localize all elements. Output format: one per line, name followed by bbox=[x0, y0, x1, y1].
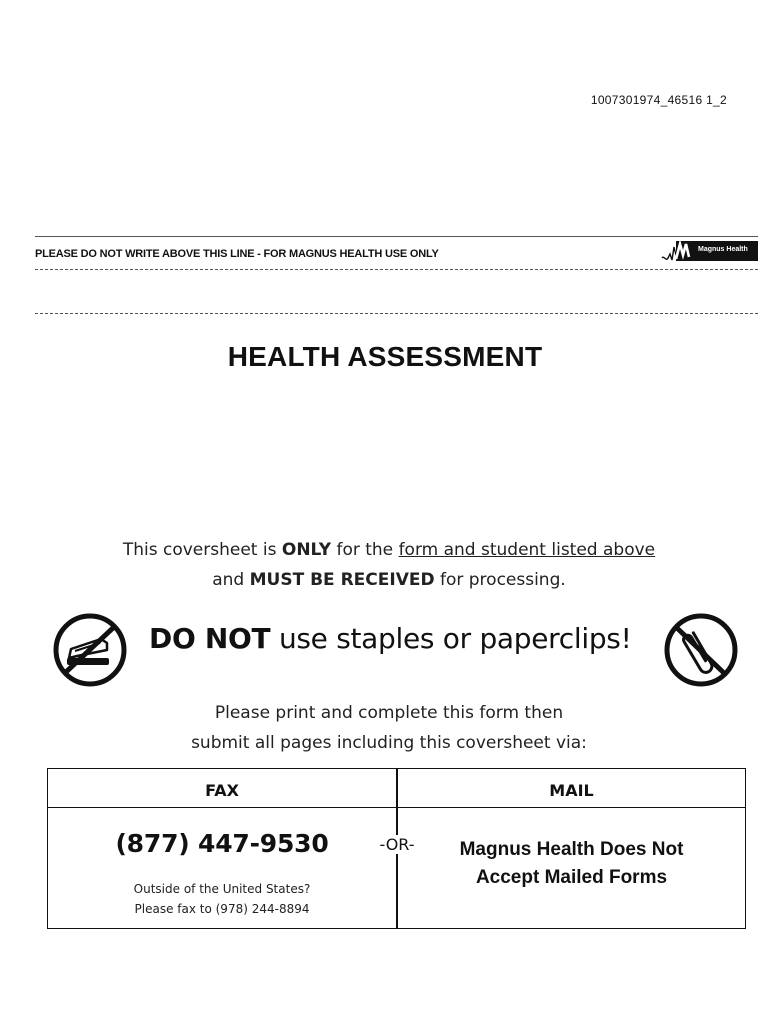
mail-header: MAIL bbox=[549, 781, 594, 800]
document-id: 1007301974_46516 1_2 bbox=[590, 93, 727, 107]
page-title: HEALTH ASSESSMENT bbox=[227, 341, 543, 372]
dashed-separator bbox=[35, 313, 758, 314]
header-band bbox=[35, 236, 758, 270]
fax-number: (877) 447-9530 bbox=[115, 829, 329, 858]
notice-line-2: and MUST BE RECEIVED for processing. bbox=[212, 570, 566, 590]
fax-header: FAX bbox=[205, 781, 239, 800]
staples-warning: DO NOT use staples or paperclips! bbox=[149, 622, 632, 655]
coversheet-notice bbox=[0, 535, 770, 595]
mail-notice: Magnus Health Does Not Accept Mailed Forms bbox=[459, 839, 684, 888]
header-notice: PLEASE DO NOT WRITE ABOVE THIS LINE - FOR MAGNUS HEALTH USE ONLY bbox=[35, 248, 439, 260]
instructions-line-1: Please print and complete this form then bbox=[214, 703, 564, 723]
instructions-line-2: submit all pages including this coversheet via: bbox=[191, 733, 587, 753]
international-fax-note: Outside of the United States? Please fax to (978) 244-8894 bbox=[133, 882, 311, 916]
logo-text: Magnus Health bbox=[698, 246, 748, 253]
submission-methods-table bbox=[47, 768, 746, 929]
logo-m-icon bbox=[661, 241, 697, 265]
notice-line-1: This coversheet is ONLY for the form and student listed above bbox=[122, 540, 656, 560]
no-paperclips-icon bbox=[661, 612, 741, 688]
instructions bbox=[0, 698, 770, 758]
or-label: -OR- bbox=[374, 835, 420, 854]
no-staples-icon bbox=[52, 612, 128, 688]
magnus-health-logo bbox=[661, 241, 758, 265]
